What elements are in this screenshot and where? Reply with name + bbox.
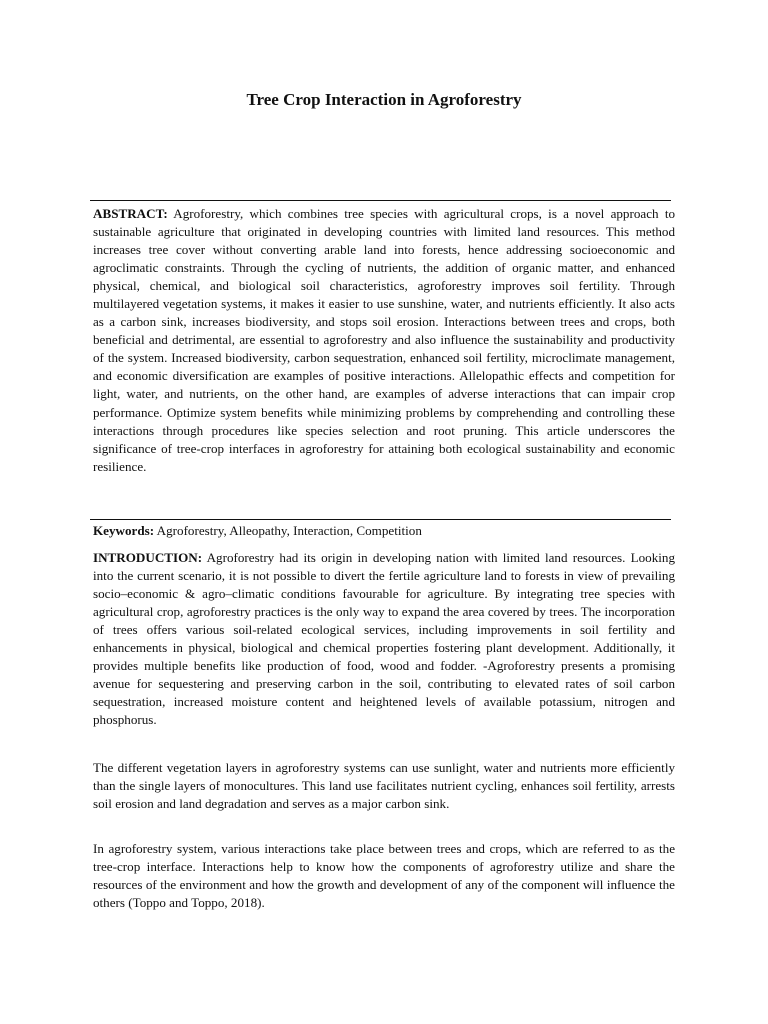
paper-title: Tree Crop Interaction in Agroforestry [246, 90, 522, 109]
keywords-label: Keywords: [93, 523, 155, 538]
keywords-text: Agroforestry, Alleopathy, Interaction, Competition [154, 523, 422, 538]
abstract-text: Agroforestry, which combines tree species with agricultural crops, is a novel approach to sustainable agriculture that originated in developing countries with limited land resources. This method increases tree cover without converting arable land into forests, hence addressing socioeconomic and agroclimatic constraints. Through the cycling of nutrients, the addition of organic matter, and enhanced physical, chemical, and biological soil characteristics, agroforestry improves soil fertility. Through multilayered vegetation systems, it makes it easier to use sunshine, water, and nutrients efficiently. It also acts as a carbon sink, increases biodiversity, and stops soil erosion. Interactions between trees and crops, both beneficial and detrimental, are essential to agroforestry and also influence the sustainability and productivity of the system. Increased biodiversity, carbon sequestration, enhanced soil fertility, microclimate management, and economic diversification are examples of positive interactions. Allelopathic effects and competition for light, water, and nutrients, on the other hand, are examples of adverse interactions that can impair crop performance. Optimize system benefits while minimizing problems by comprehending and controlling these interactions through procedures like species selection and root pruning. This article underscores the significance of tree-crop interfaces in agroforestry for attaining both ecological sustainability and economic resilience. [93, 206, 675, 474]
introduction-paragraph [93, 549, 675, 729]
abstract-bottom-rule [90, 519, 671, 520]
body-paragraph-3: In agroforestry system, various interactions take place between trees and crops, which are referred to as the tree-crop interface. Interactions help to know how the components of agroforestry utilize and share the resources of the environment and how the growth and development of any of the component will influence the others (Toppo and Toppo, 2018). [93, 841, 675, 911]
abstract-paragraph [93, 205, 675, 476]
keywords-line [93, 522, 675, 540]
introduction-text: Agroforestry had its origin in developing nation with limited land resources. Looking into the current scenario, it is not possible to divert the fertile agriculture land to forests in view of prevailing socio–economic & agro–climatic conditions favourable for agriculture. By integrating tree species with agricultural crop, agroforestry practices is the only way to expand the area covered by trees. The incorporation of trees offers various soil-related ecological services, including improvements in soil fertility and enhancements in physical, biological and chemical properties fostering plant development. Additionally, it provides multiple benefits like production of food, wood and fodder. -Agroforestry presents a promising avenue for sequestering and preserving carbon in the soil, contributing to elevated rates of soil carbon sequestration, increased moisture content and heightened levels of available potassium, nitrogen and phosphorus. [93, 550, 675, 728]
abstract-label: ABSTRACT: [93, 206, 168, 221]
body-paragraph-2: The different vegetation layers in agroforestry systems can use sunlight, water and nutrients more efficiently than the single layers of monocultures. This land use facilitates nutrient cycling, enhances soil fertility, arrests soil erosion and land degradation and serves as a major carbon sink. [93, 760, 675, 812]
introduction-label: INTRODUCTION: [93, 550, 203, 565]
abstract-top-rule [90, 200, 671, 201]
